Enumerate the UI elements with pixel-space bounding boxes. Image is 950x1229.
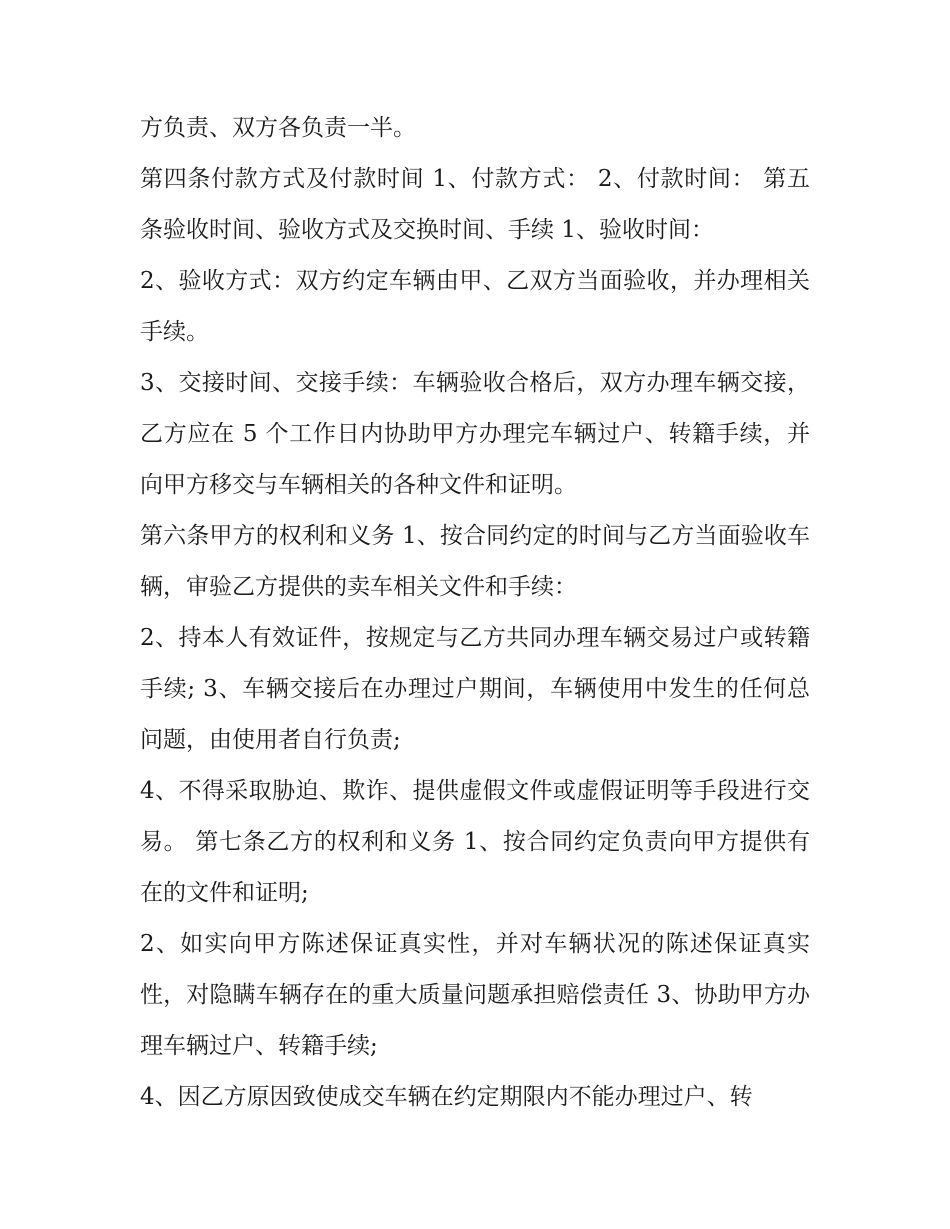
- paragraph: 4、不得采取胁迫、欺诈、提供虚假文件或虚假证明等手段进行交易。 第七条乙方的权利和义务 1、按合同约定负责向甲方提供有在的文件和证明;: [140, 778, 810, 906]
- paragraph: 3、交接时间、交接手续：车辆验收合格后，双方办理车辆交接，乙方应在 5 个工作日内协助甲方办理完车辆过户、转籍手续，并向甲方移交与车辆相关的各种文件和证明。: [140, 370, 810, 498]
- paragraph: 2、如实向甲方陈述保证真实性，并对车辆状况的陈述保证真实性，对隐瞒车辆存在的重大质量问题承担赔偿责任 3、协助甲方办理车辆过户、转籍手续;: [140, 931, 810, 1059]
- paragraph: 4、因乙方原因致使成交车辆在约定期限内不能办理过户、转: [140, 1084, 753, 1110]
- paragraph: 第四条付款方式及付款时间 1、付款方式： 2、付款时间： 第五条验收时间、验收方式及交换时间、手续 1、验收时间：: [140, 166, 810, 243]
- paragraph: 第六条甲方的权利和义务 1、按合同约定的时间与乙方当面验收车辆，审验乙方提供的卖车相关文件和手续：: [140, 523, 810, 600]
- paragraph: 2、验收方式：双方约定车辆由甲、乙双方当面验收，并办理相关手续。: [140, 268, 810, 345]
- paragraph: 方负责、双方各负责一半。: [140, 115, 416, 141]
- document-body: [140, 103, 810, 1123]
- paragraph: 2、持本人有效证件，按规定与乙方共同办理车辆交易过户或转籍手续; 3、车辆交接后在办理过户期间，车辆使用中发生的任何总问题，由使用者自行负责;: [140, 625, 810, 753]
